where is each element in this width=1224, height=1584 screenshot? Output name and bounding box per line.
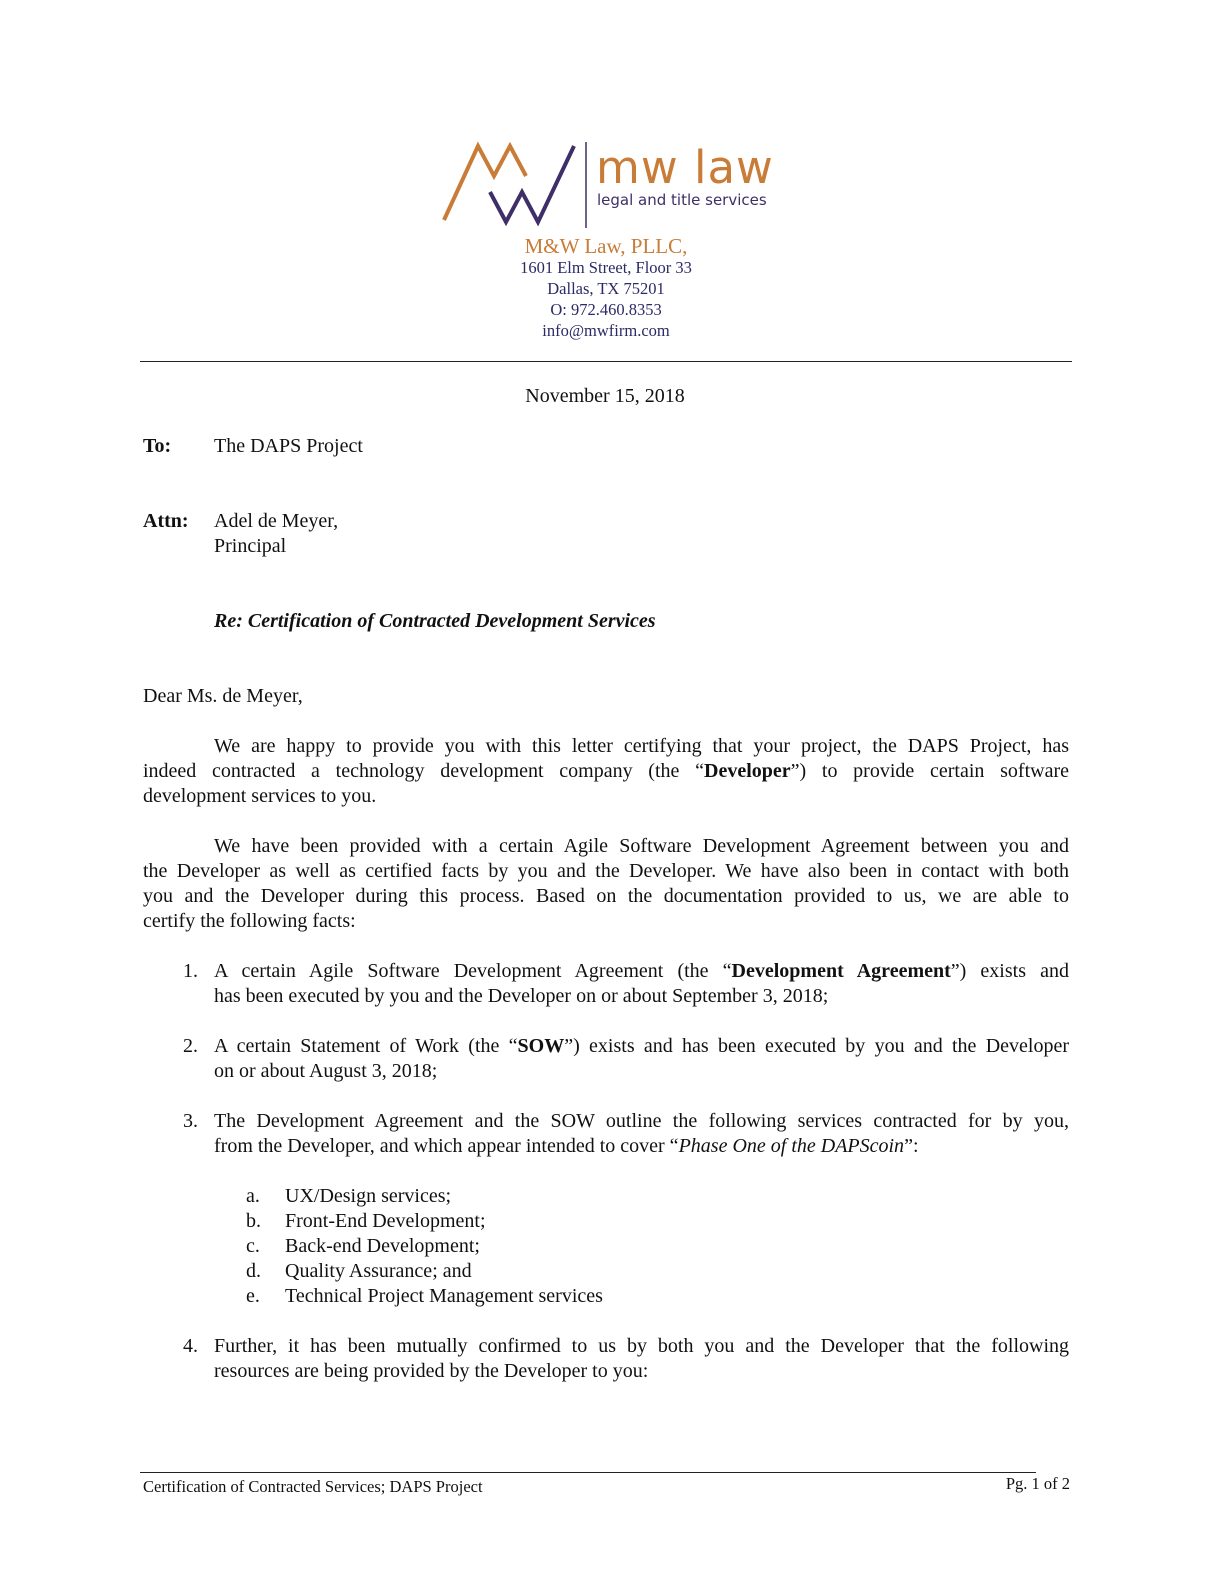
- item-line: [214, 1034, 1069, 1059]
- footer-title: Certification of Contracted Services; DAPS Project: [143, 1477, 483, 1496]
- item-line: resources are being provided by the Developer to you:: [214, 1360, 649, 1382]
- paragraph-intro: [143, 734, 1069, 809]
- list-number: 1.: [183, 960, 198, 982]
- item-line: The Development Agreement and the SOW outline the following services contracted for by you,: [214, 1110, 1069, 1132]
- address-city: Dallas, TX 75201: [547, 279, 665, 298]
- paragraph-basis: [143, 834, 1069, 934]
- letter-date: November 15, 2018: [525, 385, 685, 407]
- item-line: [214, 1134, 1069, 1159]
- paragraph-line: [143, 759, 1069, 784]
- attn-name: Adel de Meyer,: [214, 510, 339, 532]
- item-line: [214, 959, 1069, 984]
- list-number: 2.: [183, 1035, 198, 1057]
- service-item: UX/Design services;: [285, 1185, 452, 1207]
- list-item: [214, 1034, 1069, 1084]
- phone-number: O: 972.460.8353: [550, 300, 662, 319]
- service-item: Technical Project Management services: [285, 1285, 603, 1307]
- address-street: 1601 Elm Street, Floor 33: [520, 258, 692, 277]
- defined-term-sow: SOW: [517, 1035, 565, 1057]
- sublist-letter: b.: [246, 1210, 261, 1232]
- list-number: 3.: [183, 1110, 198, 1132]
- sublist-letter: e.: [246, 1285, 260, 1307]
- paragraph-line: We are happy to provide you with this letter certifying that your project, the DAPS Project, has: [214, 735, 1069, 757]
- item-line: has been executed by you and the Developer on or about September 3, 2018;: [214, 985, 829, 1007]
- sublist-letter: a.: [246, 1185, 260, 1207]
- text-run: A certain Agile Software Development Agreement (the “: [214, 960, 732, 982]
- service-item: Back-end Development;: [285, 1235, 480, 1257]
- salutation: Dear Ms. de Meyer,: [143, 685, 303, 707]
- recipient: The DAPS Project: [214, 435, 363, 457]
- to-label: To:: [143, 435, 172, 457]
- paragraph-line: development services to you.: [143, 785, 377, 807]
- service-item: Quality Assurance; and: [285, 1260, 472, 1282]
- text-run: ”) to provide certain software: [790, 760, 1069, 782]
- defined-term-development-agreement: Development Agreement: [731, 960, 951, 982]
- paragraph-line: certify the following facts:: [143, 910, 356, 932]
- firm-name: M&W Law, PLLC,: [524, 234, 688, 258]
- email-address: info@mwfirm.com: [542, 321, 670, 340]
- paragraph-line: We have been provided with a certain Agile Software Development Agreement between you and: [214, 835, 1069, 857]
- list-item: [214, 1334, 1069, 1384]
- phase-name: Phase One of the DAPScoin: [678, 1135, 905, 1157]
- service-item: Front-End Development;: [285, 1210, 486, 1232]
- list-number: 4.: [183, 1335, 198, 1357]
- attn-label: Attn:: [143, 510, 189, 532]
- list-item: [214, 959, 1069, 1009]
- paragraph-line: you and the Developer during this process. Based on the documentation provided to us, we are able to: [143, 885, 1069, 907]
- text-run: A certain Statement of Work (the “: [214, 1035, 518, 1057]
- sublist-letter: c.: [246, 1235, 260, 1257]
- footer-divider: [140, 1472, 1036, 1473]
- logo-wordmark: mw law: [596, 141, 774, 194]
- item-line: Further, it has been mutually confirmed to us by both you and the Developer that the following: [214, 1335, 1069, 1357]
- defined-term-developer: Developer: [704, 760, 791, 782]
- page-number: Pg. 1 of 2: [1005, 1474, 1070, 1493]
- paragraph-line: the Developer as well as certified facts by you and the Developer. We have also been in contact with both: [143, 860, 1069, 882]
- item-line: on or about August 3, 2018;: [214, 1060, 438, 1082]
- list-item: [214, 1109, 1069, 1159]
- subject-line: Re: Certification of Contracted Development Services: [214, 610, 656, 632]
- text-run: indeed contracted a technology development company (the “: [143, 760, 704, 782]
- attn-title: Principal: [214, 535, 287, 557]
- logo-tagline: legal and title services: [597, 191, 767, 209]
- text-run: from the Developer, and which appear intended to cover “: [214, 1135, 679, 1157]
- sublist-letter: d.: [246, 1260, 261, 1282]
- text-run: ”) exists and has been executed by you and the Developer: [564, 1035, 1069, 1057]
- text-run: ”:: [904, 1135, 919, 1157]
- text-run: ”) exists and: [950, 960, 1069, 982]
- firm-logo-mark: [440, 140, 590, 230]
- header-divider: [140, 361, 1072, 362]
